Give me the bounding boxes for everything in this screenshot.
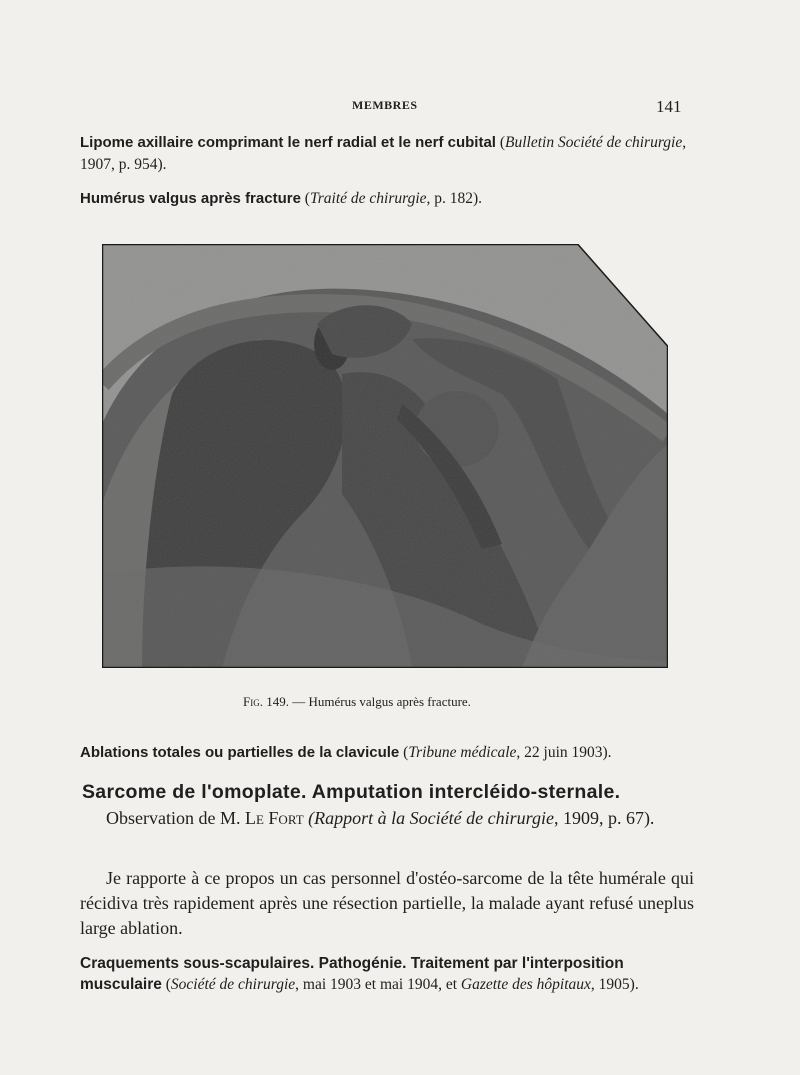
entry-title: Ablations totales ou partielles de la clavicule [80,744,400,761]
section-title: Sarcome de l'omoplate. Amputation intercléido-sternale. [82,781,621,803]
entry-craquements: Craquements sous-scapulaires. Pathogénie. Traitement par l'interposition musculaire (Société de chirurgie, mai 1903 et mai 1904, et Gazette des hôpitaux, 1905). [80,955,639,993]
entry-humerus: Humérus valgus après fracture (Traité de chirurgie, p. 182). [80,190,483,207]
entry-source: Bulletin Société de chirurgie [505,134,683,151]
figure-caption: Fig. 149. — Humérus valgus après fracture. [243,694,471,709]
entry-title: Craquements sous-scapulaires. Pathogénie. Traitement par l'interposition musculaire [80,955,624,993]
observation-line: Observation de M. Le Fort (Rapport à la Société de chirurgie, 1909, p. 67). [106,808,655,828]
author-name: Le Fort [244,808,304,828]
entry-ablations: Ablations totales ou partielles de la clavicule (Tribune médicale, 22 juin 1903). [80,744,612,761]
entry-source: Traité de chirurgie [309,190,427,207]
entry-title: Lipome axillaire comprimant le nerf radial et le nerf cubital [80,134,496,151]
entry-lipome: Lipome axillaire comprimant le nerf radial et le nerf cubital (Bulletin Société de chirurgie, 1907, p. 954). [80,134,687,173]
entry-source: Tribune médicale [408,744,517,761]
page-number: 141 [656,97,682,116]
entry-title: Humérus valgus après fracture [80,190,301,207]
body-paragraph: Je rapporte à ce propos un cas personnel d'ostéo-sarcome de la tête humérale qui récidiva très rapidement après une résection partielle, la malade ayant refusé uneplus large ablation. [80,868,694,938]
xray-illustration [102,244,668,668]
running-header: MEMBRES [352,98,418,112]
figure-radiograph [102,244,668,668]
